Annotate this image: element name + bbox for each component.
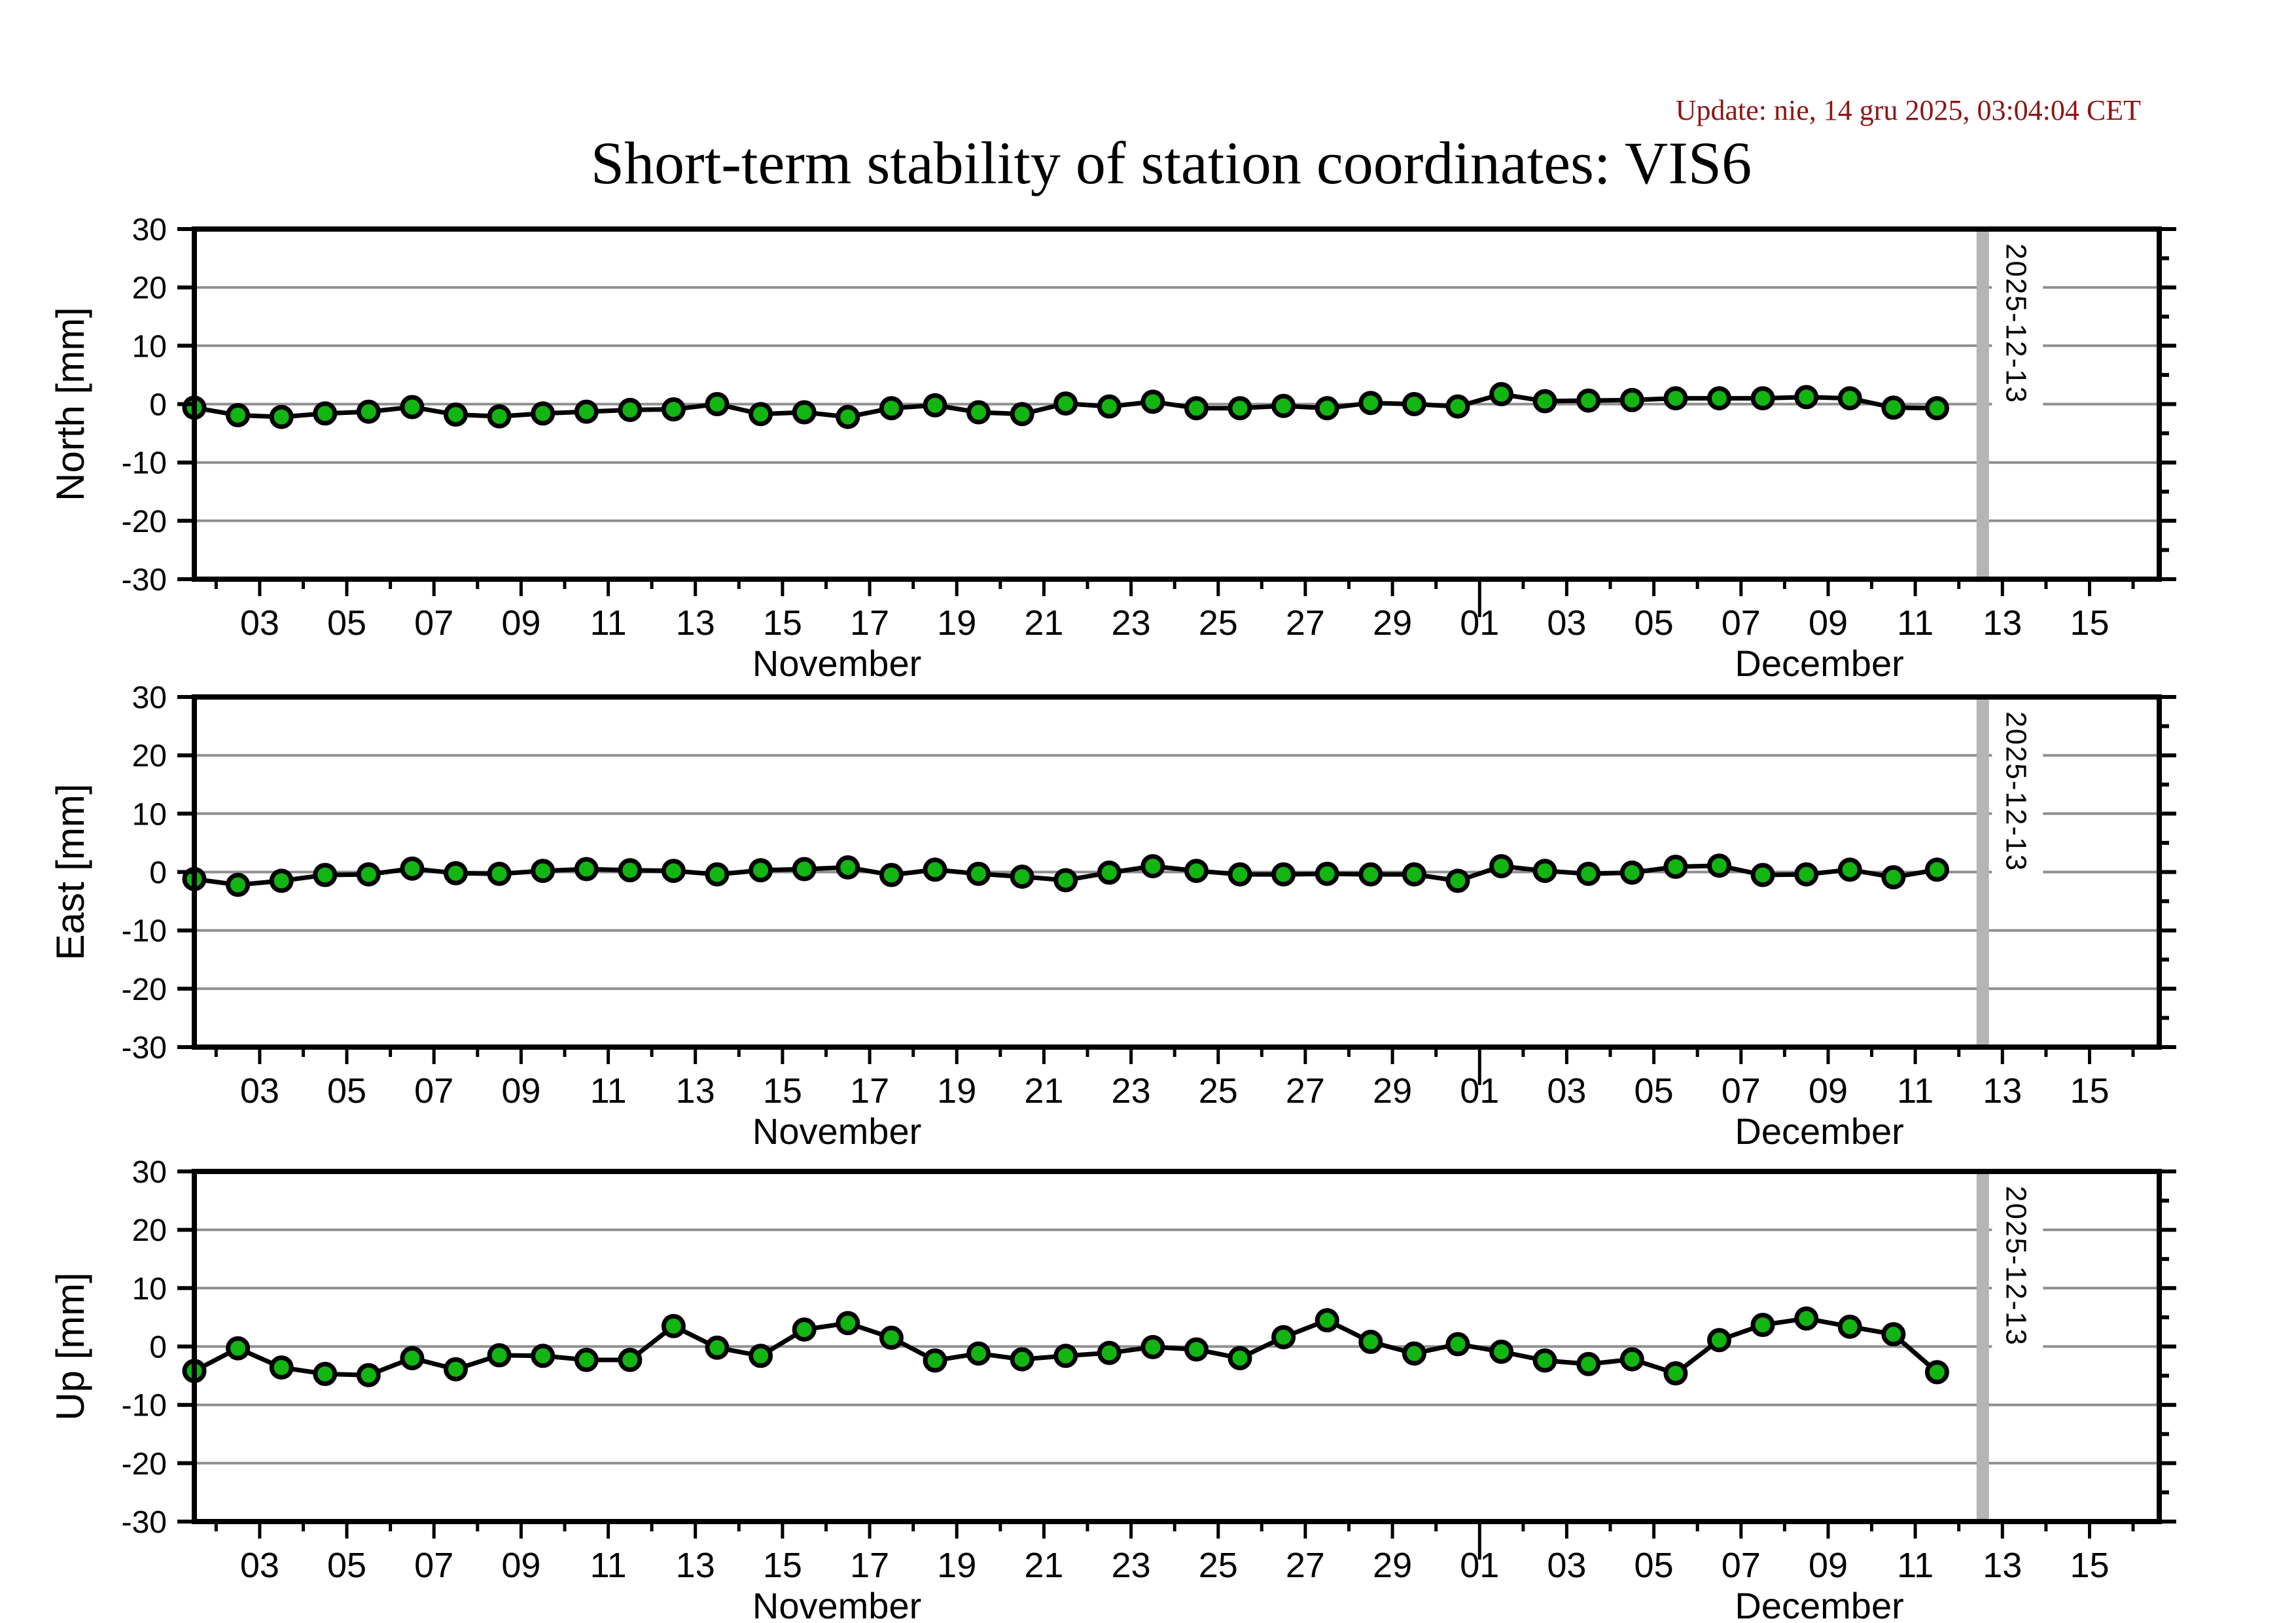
x-axis-ticks — [216, 1522, 2133, 1623]
data-point — [315, 1364, 335, 1383]
data-point — [489, 1346, 509, 1365]
data-point — [925, 395, 945, 415]
data-point — [228, 405, 248, 425]
x-tick-label: 17 — [850, 1546, 890, 1585]
data-point — [1056, 870, 1076, 890]
data-point — [663, 400, 683, 419]
x-tick-label: 11 — [590, 1071, 627, 1111]
data-point — [1317, 864, 1337, 883]
data-point — [1448, 1334, 1468, 1354]
data-point — [969, 402, 989, 422]
x-tick-label: 09 — [1808, 603, 1848, 643]
x-tick-label: 09 — [501, 1071, 541, 1111]
x-tick-label: 21 — [1024, 1071, 1064, 1111]
data-point — [1361, 865, 1381, 884]
data-point — [663, 1316, 683, 1336]
x-tick-label: 07 — [414, 1071, 454, 1111]
x-tick-label: 15 — [2070, 1071, 2110, 1111]
data-point — [620, 400, 640, 419]
data-point — [794, 402, 814, 422]
x-tick-label: 19 — [937, 1546, 977, 1585]
data-point — [315, 865, 335, 885]
data-point — [1317, 399, 1337, 418]
data-point — [1274, 396, 1294, 416]
y-tick-label: 0 — [149, 1330, 167, 1365]
data-point — [1884, 868, 1903, 887]
data-point — [272, 407, 291, 427]
event-line-bar — [1977, 229, 1989, 579]
december-label: December — [1735, 1585, 1904, 1623]
y-axis-title: Up [mm] — [48, 1272, 92, 1421]
data-point — [1143, 392, 1163, 412]
data-point — [707, 395, 727, 414]
data-point — [1056, 1346, 1076, 1366]
data-point — [838, 1313, 858, 1333]
december-label: December — [1735, 643, 1904, 684]
data-point — [315, 404, 335, 423]
x-tick-label: 03 — [1547, 1546, 1587, 1585]
x-tick-label: 15 — [762, 603, 802, 643]
data-point — [402, 397, 422, 417]
y-tick-label: 10 — [132, 1272, 167, 1307]
data-point — [1579, 1354, 1598, 1374]
x-tick-label: 23 — [1111, 1546, 1151, 1585]
data-point — [446, 405, 466, 425]
data-point — [1927, 1363, 1947, 1382]
data-point — [576, 402, 596, 421]
data-point — [1753, 1315, 1773, 1335]
x-tick-label: 11 — [590, 1546, 627, 1585]
data-point — [1448, 397, 1468, 416]
x-tick-label: 27 — [1285, 603, 1325, 643]
x-tick-label: 15 — [762, 1546, 802, 1585]
data-point — [663, 861, 683, 881]
x-tick-label: 09 — [501, 1546, 541, 1585]
data-point — [1535, 861, 1555, 881]
data-point — [1143, 857, 1163, 876]
x-tick-label: 15 — [2070, 1546, 2110, 1585]
data-point — [402, 1348, 422, 1368]
data-point — [1492, 1342, 1511, 1362]
data-point — [1274, 1327, 1294, 1347]
y-tick-label: 0 — [149, 387, 167, 423]
data-point — [1230, 1348, 1250, 1368]
data-point — [402, 859, 422, 878]
event-date-label: 2025-12-13 — [2000, 1186, 2032, 1347]
y-tick-label: 30 — [132, 213, 167, 247]
x-tick-label: 03 — [239, 1071, 279, 1111]
data-point — [1840, 860, 1860, 880]
data-markers — [185, 856, 1947, 895]
x-tick-label: 13 — [1983, 1546, 2022, 1585]
x-tick-label: 25 — [1198, 1546, 1238, 1585]
november-label: November — [752, 1585, 922, 1623]
x-tick-label: 21 — [1024, 603, 1064, 643]
x-tick-label: 11 — [590, 603, 627, 643]
x-tick-label: 03 — [1547, 1071, 1587, 1111]
x-tick-label: 29 — [1373, 1546, 1413, 1585]
data-point — [1099, 397, 1119, 416]
x-tick-label: 07 — [414, 1546, 454, 1585]
x-tick-label: 17 — [850, 603, 890, 643]
x-tick-label: 17 — [850, 1071, 890, 1111]
y-tick-label: 0 — [149, 855, 167, 891]
data-point — [1884, 398, 1903, 418]
data-point — [1143, 1337, 1163, 1357]
x-tick-label: 13 — [675, 603, 715, 643]
data-point — [533, 1346, 553, 1366]
event-date-label: 2025-12-13 — [2000, 243, 2032, 404]
data-point — [359, 402, 378, 421]
data-point — [1797, 387, 1816, 407]
x-tick-label: 05 — [1634, 603, 1674, 643]
data-point — [794, 1320, 814, 1340]
data-point — [1187, 1340, 1207, 1359]
y-tick-label: -30 — [121, 563, 167, 597]
x-tick-label: 09 — [1808, 1071, 1848, 1111]
data-point — [1927, 399, 1947, 418]
x-tick-label: 01 — [1460, 1071, 1500, 1111]
data-point — [1012, 1349, 1032, 1369]
x-tick-label: 07 — [1721, 603, 1761, 643]
y-tick-label: -10 — [121, 1388, 167, 1423]
data-point — [1753, 865, 1773, 885]
y-tick-label: 30 — [132, 1155, 167, 1190]
x-tick-label: 01 — [1460, 603, 1500, 643]
data-point — [707, 1338, 727, 1357]
data-point — [969, 1344, 989, 1363]
x-tick-label: 29 — [1373, 1071, 1413, 1111]
y-tick-label: -30 — [121, 1031, 167, 1065]
chart-title: Short-term stability of station coordinates: VIS6 — [590, 130, 1752, 196]
event-line-bar — [1977, 1171, 1989, 1522]
x-tick-label: 13 — [1983, 603, 2022, 643]
x-tick-label: 13 — [675, 1546, 715, 1585]
data-point — [1710, 856, 1729, 876]
y-tick-label: -20 — [121, 1446, 167, 1482]
y-tick-label: -20 — [121, 504, 167, 539]
data-point — [1317, 1310, 1337, 1330]
y-tick-label: -20 — [121, 972, 167, 1007]
data-point — [1099, 863, 1119, 882]
event-date-label: 2025-12-13 — [2000, 711, 2032, 872]
data-point — [794, 859, 814, 879]
data-point — [228, 875, 248, 895]
x-tick-label: 25 — [1198, 603, 1238, 643]
y-tick-label: 30 — [132, 681, 167, 715]
x-tick-label: 05 — [1634, 1546, 1674, 1585]
x-tick-label: 05 — [327, 603, 367, 643]
update-timestamp: Update: nie, 14 gru 2025, 03:04:04 CET — [1675, 94, 2141, 126]
data-point — [1187, 399, 1207, 418]
data-point — [1361, 393, 1381, 413]
data-point — [1666, 1364, 1686, 1383]
data-point — [1361, 1332, 1381, 1351]
data-point — [1927, 860, 1947, 880]
y-tick-label: 20 — [132, 1213, 167, 1249]
data-point — [1492, 857, 1511, 876]
data-point — [620, 861, 640, 880]
data-point — [881, 1328, 901, 1347]
y-tick-label: 10 — [132, 797, 167, 832]
data-point — [1230, 865, 1250, 884]
x-tick-label: 07 — [1721, 1546, 1761, 1585]
data-point — [1535, 391, 1555, 411]
x-tick-label: 05 — [1634, 1071, 1674, 1111]
x-tick-label: 11 — [1897, 1546, 1934, 1585]
panel-north — [48, 213, 2176, 684]
x-tick-label: 23 — [1111, 603, 1151, 643]
data-point — [838, 407, 858, 427]
data-point — [751, 404, 771, 424]
data-point — [881, 399, 901, 418]
x-tick-label: 15 — [2070, 603, 2110, 643]
data-point — [359, 865, 378, 884]
data-point — [969, 864, 989, 883]
data-point — [1012, 867, 1032, 887]
data-point — [1622, 1349, 1642, 1369]
x-tick-label: 11 — [1897, 603, 1934, 643]
x-tick-label: 03 — [1547, 603, 1587, 643]
data-point — [446, 863, 466, 883]
november-label: November — [752, 643, 922, 684]
data-point — [1622, 863, 1642, 882]
data-point — [489, 406, 509, 426]
x-tick-label: 07 — [1721, 1071, 1761, 1111]
data-point — [1797, 865, 1816, 884]
data-point — [1099, 1343, 1119, 1363]
data-point — [533, 861, 553, 881]
x-tick-label: 19 — [937, 1071, 977, 1111]
data-point — [359, 1365, 378, 1385]
data-point — [1056, 394, 1076, 414]
data-point — [838, 857, 858, 877]
data-point — [620, 1350, 640, 1370]
data-point — [1012, 404, 1032, 424]
data-point — [1710, 1330, 1729, 1350]
data-markers — [185, 384, 1947, 427]
x-axis-ticks — [216, 579, 2133, 684]
data-point — [1448, 871, 1468, 891]
x-tick-label: 13 — [1983, 1071, 2022, 1111]
data-point — [228, 1338, 248, 1358]
x-tick-label: 25 — [1198, 1071, 1238, 1111]
x-tick-label: 21 — [1024, 1546, 1064, 1585]
x-tick-label: 05 — [327, 1071, 367, 1111]
data-point — [751, 1346, 771, 1366]
x-tick-label: 01 — [1460, 1546, 1500, 1585]
data-point — [1579, 864, 1598, 883]
data-point — [576, 859, 596, 879]
data-point — [489, 864, 509, 883]
x-tick-label: 27 — [1285, 1071, 1325, 1111]
x-tick-label: 19 — [937, 603, 977, 643]
data-point — [1710, 389, 1729, 408]
data-point — [881, 865, 901, 885]
data-point — [1840, 1317, 1860, 1336]
x-tick-label: 03 — [239, 1546, 279, 1585]
november-label: November — [752, 1111, 922, 1152]
x-tick-label: 29 — [1373, 603, 1413, 643]
data-point — [533, 404, 553, 423]
data-point — [1753, 389, 1773, 408]
data-point — [1579, 391, 1598, 410]
data-point — [707, 865, 727, 884]
data-point — [576, 1350, 596, 1370]
x-tick-label: 11 — [1897, 1071, 1934, 1111]
data-point — [1622, 390, 1642, 410]
y-tick-label: 20 — [132, 271, 167, 306]
x-axis-ticks — [216, 1047, 2133, 1152]
data-point — [925, 1351, 945, 1370]
data-point — [1797, 1309, 1816, 1329]
data-point — [1187, 861, 1207, 881]
data-point — [1274, 865, 1294, 884]
data-point — [1840, 389, 1860, 408]
y-tick-label: 10 — [132, 329, 167, 365]
x-tick-label: 09 — [1808, 1546, 1848, 1585]
data-point — [1230, 399, 1250, 418]
x-tick-label: 23 — [1111, 1071, 1151, 1111]
data-point — [1404, 395, 1424, 414]
data-point — [1535, 1351, 1555, 1370]
x-tick-label: 15 — [762, 1071, 802, 1111]
y-axis-title: East [mm] — [48, 783, 92, 961]
data-point — [272, 871, 291, 891]
x-tick-label: 05 — [327, 1546, 367, 1585]
panel-east — [48, 681, 2176, 1152]
x-tick-label: 07 — [414, 603, 454, 643]
x-tick-label: 27 — [1285, 1546, 1325, 1585]
y-tick-label: -10 — [121, 914, 167, 949]
data-point — [1492, 384, 1511, 404]
data-point — [1666, 389, 1686, 408]
data-point — [925, 860, 945, 880]
data-point — [1666, 857, 1686, 877]
data-point — [446, 1359, 466, 1379]
event-line-bar — [1977, 697, 1989, 1047]
y-tick-label: -10 — [121, 446, 167, 481]
data-point — [1404, 1344, 1424, 1363]
y-axis-title: North [mm] — [48, 307, 92, 501]
data-point — [272, 1358, 291, 1378]
data-point — [1404, 865, 1424, 884]
data-point — [751, 861, 771, 880]
x-tick-label: 13 — [675, 1071, 715, 1111]
x-tick-label: 09 — [501, 603, 541, 643]
y-tick-label: -30 — [121, 1505, 167, 1540]
data-point — [1884, 1325, 1903, 1344]
x-tick-label: 03 — [239, 603, 279, 643]
december-label: December — [1735, 1111, 1904, 1152]
panel-up — [48, 1155, 2176, 1623]
y-tick-label: 20 — [132, 739, 167, 774]
